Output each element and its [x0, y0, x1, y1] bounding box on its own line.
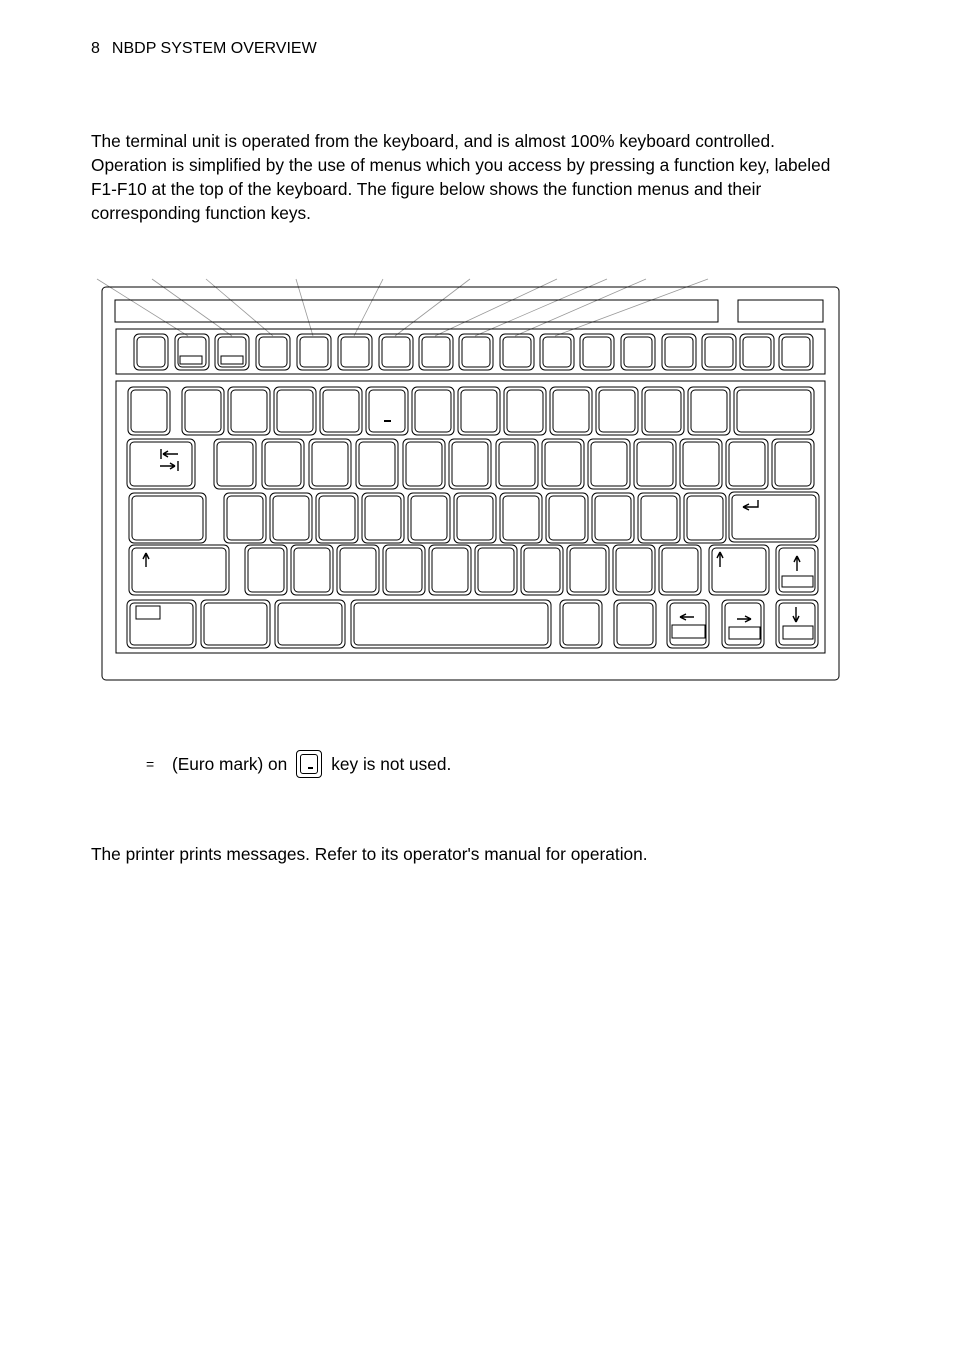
key-outer [500, 334, 534, 370]
key [540, 334, 574, 370]
euro-dash-mark [384, 420, 391, 422]
key-inner [599, 390, 635, 432]
key-inner [775, 442, 811, 486]
key-outer [680, 439, 722, 489]
keyboard-body [102, 287, 839, 680]
key [740, 334, 774, 370]
key-inner [591, 442, 627, 486]
key-outer [567, 545, 609, 595]
key-inner [319, 496, 355, 540]
key-inner [382, 337, 410, 367]
key-inner [549, 496, 585, 540]
key-inner [732, 495, 816, 539]
key-inner [248, 548, 284, 592]
key [256, 334, 290, 370]
key-inner [218, 337, 246, 367]
key-inner [637, 442, 673, 486]
key-inner [499, 442, 535, 486]
main-key-panel [116, 381, 825, 653]
key-inner [782, 337, 810, 367]
key-outer [734, 387, 814, 435]
leader-line [475, 279, 607, 336]
key [182, 387, 224, 435]
key-inner [729, 442, 765, 486]
key-inner [452, 442, 488, 486]
key-outer [614, 600, 656, 648]
key-inner [457, 496, 493, 540]
intro-paragraph: The terminal unit is operated from the keyboard, and is almost 100% keyboard controlled. Operation is simplified by the use of menus which you access by pressing a function key, labeled F1-F10 at the top of the keyboard. The figure below shows the function menus and their corresponding function keys. [91, 131, 831, 223]
key-inner [670, 603, 706, 645]
indicator-rect [729, 627, 760, 639]
key [726, 439, 768, 489]
key-outer [379, 334, 413, 370]
key-outer [702, 334, 736, 370]
key [356, 439, 398, 489]
key-inner [662, 548, 698, 592]
key-inner [278, 603, 342, 645]
note-text-before: (Euro mark) on [172, 753, 288, 774]
key-inner [265, 442, 301, 486]
key-inner [595, 496, 631, 540]
key-inner [300, 337, 328, 367]
key [454, 493, 496, 543]
key [542, 439, 584, 489]
key-outer [134, 334, 168, 370]
leader-line [395, 279, 470, 336]
key [351, 600, 551, 648]
key [475, 545, 517, 595]
leader-line [435, 279, 557, 336]
key [383, 545, 425, 595]
key-inner [132, 496, 203, 540]
key [201, 600, 270, 648]
minus-key-icon [296, 750, 322, 778]
key [521, 545, 563, 595]
key-inner [553, 390, 589, 432]
key-outer [129, 493, 206, 543]
key-outer [613, 545, 655, 595]
page-number: 8 [91, 40, 100, 57]
key [688, 387, 730, 435]
key-outer [270, 493, 312, 543]
display-strip [115, 300, 718, 322]
key-inner [617, 603, 653, 645]
key [496, 439, 538, 489]
key-inner [406, 442, 442, 486]
leader-lines [97, 279, 708, 336]
key-inner [461, 390, 497, 432]
key [459, 334, 493, 370]
key [214, 439, 256, 489]
key-inner [737, 390, 811, 432]
cursor-right-icon [737, 616, 751, 622]
key-inner [543, 337, 571, 367]
key-outer [408, 493, 450, 543]
key-outer [356, 439, 398, 489]
key [403, 439, 445, 489]
key-outer [449, 439, 491, 489]
key [270, 493, 312, 543]
key-inner [665, 337, 693, 367]
key [127, 439, 195, 489]
key-outer [454, 493, 496, 543]
key-outer [129, 545, 229, 595]
indicator-rect [136, 606, 160, 619]
key [592, 493, 634, 543]
key-inner [570, 548, 606, 592]
key [729, 492, 819, 542]
key-outer [201, 600, 270, 648]
leader-line [152, 279, 232, 336]
shift-arrow-icon [143, 553, 149, 567]
leader-line [296, 279, 313, 336]
key-inner [545, 442, 581, 486]
key [776, 600, 818, 648]
key [596, 387, 638, 435]
key-outer [412, 387, 454, 435]
key-outer [740, 334, 774, 370]
key-outer [419, 334, 453, 370]
key-outer [214, 439, 256, 489]
cursor-down-icon [793, 607, 799, 622]
key-outer [366, 387, 408, 435]
key [320, 387, 362, 435]
key [362, 493, 404, 543]
leader-line [515, 279, 646, 336]
key-outer [621, 334, 655, 370]
key-inner [415, 390, 451, 432]
key [408, 493, 450, 543]
key-outer [659, 545, 701, 595]
cursor-up-icon [794, 556, 800, 571]
key-outer [546, 493, 588, 543]
key-outer [127, 600, 196, 648]
key-inner [185, 390, 221, 432]
leader-line [97, 279, 188, 336]
key-inner [743, 337, 771, 367]
key-outer [291, 545, 333, 595]
key-outer [351, 600, 551, 648]
key [297, 334, 331, 370]
shift-right-arrow-icon [717, 552, 723, 567]
key-inner [217, 442, 253, 486]
tab-right-arrow-icon [160, 461, 178, 471]
key [588, 439, 630, 489]
key-inner [645, 390, 681, 432]
key-inner [131, 390, 167, 432]
key-outer [709, 545, 769, 595]
key-outer [588, 439, 630, 489]
key [215, 334, 249, 370]
key [662, 334, 696, 370]
key [224, 493, 266, 543]
key-markings [143, 420, 800, 622]
key-inner [705, 337, 733, 367]
key [550, 387, 592, 435]
note-text-after: key is not used. [331, 753, 452, 774]
key [228, 387, 270, 435]
key [722, 600, 764, 648]
key-inner [130, 603, 193, 645]
key-outer [274, 387, 316, 435]
key-inner [137, 337, 165, 367]
key-inner [583, 337, 611, 367]
key-inner [616, 548, 652, 592]
key-inner [340, 548, 376, 592]
key [175, 334, 209, 370]
key-outer [175, 334, 209, 370]
key-outer [297, 334, 331, 370]
key-outer [667, 600, 709, 648]
key [449, 439, 491, 489]
key-outer [772, 439, 814, 489]
key-inner [507, 390, 543, 432]
key-outer [262, 439, 304, 489]
key [546, 493, 588, 543]
key-outer [245, 545, 287, 595]
key-inner [341, 337, 369, 367]
key-outer [592, 493, 634, 543]
key [291, 545, 333, 595]
key-inner [624, 337, 652, 367]
key [129, 493, 206, 543]
key-outer [642, 387, 684, 435]
key [245, 545, 287, 595]
key-inner [231, 390, 267, 432]
key-outer [316, 493, 358, 543]
key-outer [550, 387, 592, 435]
key-outer [127, 439, 195, 489]
key [779, 334, 813, 370]
indicator-rect [783, 626, 813, 639]
key-outer [475, 545, 517, 595]
key-inner [227, 496, 263, 540]
key-outer [215, 334, 249, 370]
printer-paragraph: The printer prints messages. Refer to its operator's manual for operation. [91, 844, 648, 864]
key [309, 439, 351, 489]
key-outer [182, 387, 224, 435]
key-outer [596, 387, 638, 435]
key [379, 334, 413, 370]
key [429, 545, 471, 595]
key-outer [684, 493, 726, 543]
key-inner [691, 390, 727, 432]
key-outer [337, 545, 379, 595]
key-outer [383, 545, 425, 595]
indicator-rect [782, 576, 813, 587]
key [419, 334, 453, 370]
key-outer [500, 493, 542, 543]
key-inner [503, 496, 539, 540]
key-inner [204, 603, 267, 645]
key [366, 387, 408, 435]
keyboard-case [102, 287, 839, 680]
key-inner [524, 548, 560, 592]
leader-line [555, 279, 708, 336]
key-outer [403, 439, 445, 489]
key [134, 334, 168, 370]
key-inner [277, 390, 313, 432]
key-outer [459, 334, 493, 370]
key-outer [542, 439, 584, 489]
key [634, 439, 676, 489]
key [128, 387, 170, 435]
key-outer [776, 600, 818, 648]
key [567, 545, 609, 595]
key-outer [504, 387, 546, 435]
key [680, 439, 722, 489]
key [638, 493, 680, 543]
key-outer [729, 492, 819, 542]
key-inner [259, 337, 287, 367]
key-outer [496, 439, 538, 489]
indicator-rect [180, 356, 202, 364]
section-title: NBDP SYSTEM OVERVIEW [111, 40, 317, 57]
key-outer [429, 545, 471, 595]
key [734, 387, 814, 435]
indicator-rect [221, 356, 243, 364]
key [262, 439, 304, 489]
key-inner [386, 548, 422, 592]
key [580, 334, 614, 370]
key [642, 387, 684, 435]
cursor-left-icon [680, 614, 694, 620]
key [500, 334, 534, 370]
key [772, 439, 814, 489]
key-inner [683, 442, 719, 486]
key [709, 545, 769, 595]
key-outer [224, 493, 266, 543]
key [614, 600, 656, 648]
key [684, 493, 726, 543]
key [621, 334, 655, 370]
key [412, 387, 454, 435]
key [129, 545, 229, 595]
key-outer [521, 545, 563, 595]
key-inner [359, 442, 395, 486]
key-inner [641, 496, 677, 540]
key-outer [362, 493, 404, 543]
tab-left-arrow-icon [161, 449, 178, 459]
key-inner [563, 603, 599, 645]
key-inner [687, 496, 723, 540]
key [338, 334, 372, 370]
key-outer [275, 600, 345, 648]
key-outer [662, 334, 696, 370]
key-outer [560, 600, 602, 648]
key-outer [779, 334, 813, 370]
key-outer [634, 439, 676, 489]
key-inner [462, 337, 490, 367]
key-outer [722, 600, 764, 648]
leader-line [354, 279, 383, 336]
key-outer [726, 439, 768, 489]
key [275, 600, 345, 648]
key-outer [338, 334, 372, 370]
key-inner [422, 337, 450, 367]
key-inner [369, 390, 405, 432]
key-inner [273, 496, 309, 540]
enter-arrow-icon [743, 500, 758, 510]
key-outer [309, 439, 351, 489]
key-outer [128, 387, 170, 435]
key [337, 545, 379, 595]
key-outer [320, 387, 362, 435]
key-inner [323, 390, 359, 432]
key-outer [580, 334, 614, 370]
key [702, 334, 736, 370]
key [667, 600, 709, 648]
key-outer [540, 334, 574, 370]
key-outer [458, 387, 500, 435]
key-outer [638, 493, 680, 543]
key-inner [503, 337, 531, 367]
euro-note [146, 748, 451, 780]
key [560, 600, 602, 648]
key-inner [312, 442, 348, 486]
key-inner [432, 548, 468, 592]
key-inner [354, 603, 548, 645]
key [500, 493, 542, 543]
key-inner [411, 496, 447, 540]
leader-line [206, 279, 273, 336]
key [127, 600, 196, 648]
key [458, 387, 500, 435]
key [659, 545, 701, 595]
key [613, 545, 655, 595]
key-outer [256, 334, 290, 370]
key [316, 493, 358, 543]
euro-symbol: = [146, 756, 155, 772]
key [504, 387, 546, 435]
key-outer [688, 387, 730, 435]
status-window [738, 300, 823, 322]
key-inner [478, 548, 514, 592]
key-inner [365, 496, 401, 540]
key-outer [228, 387, 270, 435]
key-inner [294, 548, 330, 592]
key-inner [130, 442, 192, 486]
indicator-rect [672, 625, 705, 638]
key [274, 387, 316, 435]
